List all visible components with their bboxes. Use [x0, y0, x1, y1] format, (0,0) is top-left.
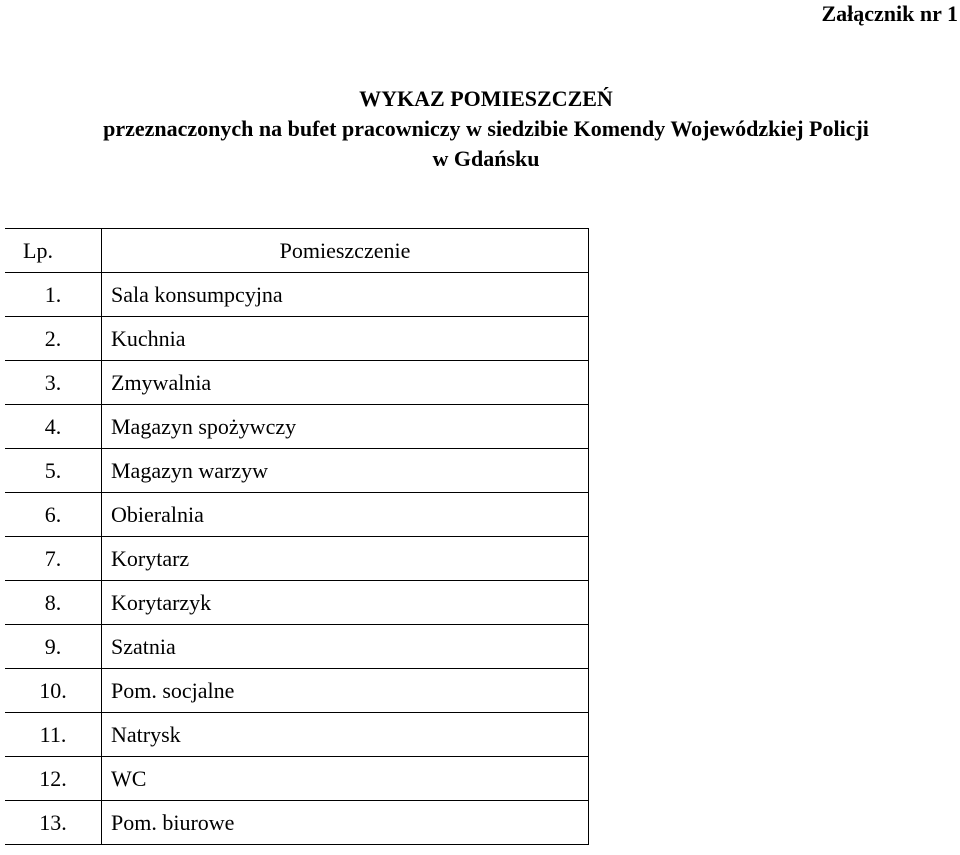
table-row [5, 449, 589, 493]
table-row [5, 317, 589, 361]
title-line-1: WYKAZ POMIESZCZEŃ [359, 86, 613, 111]
row-number: 2. [5, 317, 102, 361]
room-name: Magazyn spożywczy [102, 405, 589, 449]
room-name: Korytarzyk [102, 581, 589, 625]
table-row [5, 273, 589, 317]
row-number: 6. [5, 493, 102, 537]
row-number: 11. [5, 713, 102, 757]
header-room: Pomieszczenie [102, 229, 589, 273]
table-row [5, 493, 589, 537]
row-number: 3. [5, 361, 102, 405]
rooms-table [5, 228, 589, 845]
table-row [5, 757, 589, 801]
room-name: Magazyn warzyw [102, 449, 589, 493]
table-row [5, 713, 589, 757]
row-number: 8. [5, 581, 102, 625]
room-name: Korytarz [102, 537, 589, 581]
room-name: Kuchnia [102, 317, 589, 361]
table-row [5, 625, 589, 669]
table-header-row [5, 229, 589, 273]
row-number: 13. [5, 801, 102, 845]
row-number: 4. [5, 405, 102, 449]
row-number: 12. [5, 757, 102, 801]
title-line-2: przeznaczonych na bufet pracowniczy w siedzibie Komendy Wojewódzkiej Policji [103, 116, 869, 141]
room-name: Zmywalnia [102, 361, 589, 405]
row-number: 10. [5, 669, 102, 713]
document-title [0, 84, 960, 174]
row-number: 1. [5, 273, 102, 317]
table-row [5, 669, 589, 713]
row-number: 5. [5, 449, 102, 493]
row-number: 7. [5, 537, 102, 581]
table-row [5, 361, 589, 405]
room-name: Obieralnia [102, 493, 589, 537]
table-row [5, 581, 589, 625]
room-name: Sala konsumpcyjna [102, 273, 589, 317]
table-row [5, 537, 589, 581]
room-name: Pom. biurowe [102, 801, 589, 845]
room-name: WC [102, 757, 589, 801]
annex-label: Załącznik nr 1 [821, 1, 958, 26]
room-name: Pom. socjalne [102, 669, 589, 713]
room-name: Szatnia [102, 625, 589, 669]
row-number: 9. [5, 625, 102, 669]
title-line-3: w Gdańsku [432, 146, 540, 171]
header-lp: Lp. [5, 229, 102, 273]
room-name: Natrysk [102, 713, 589, 757]
table-row [5, 405, 589, 449]
table-row [5, 801, 589, 845]
